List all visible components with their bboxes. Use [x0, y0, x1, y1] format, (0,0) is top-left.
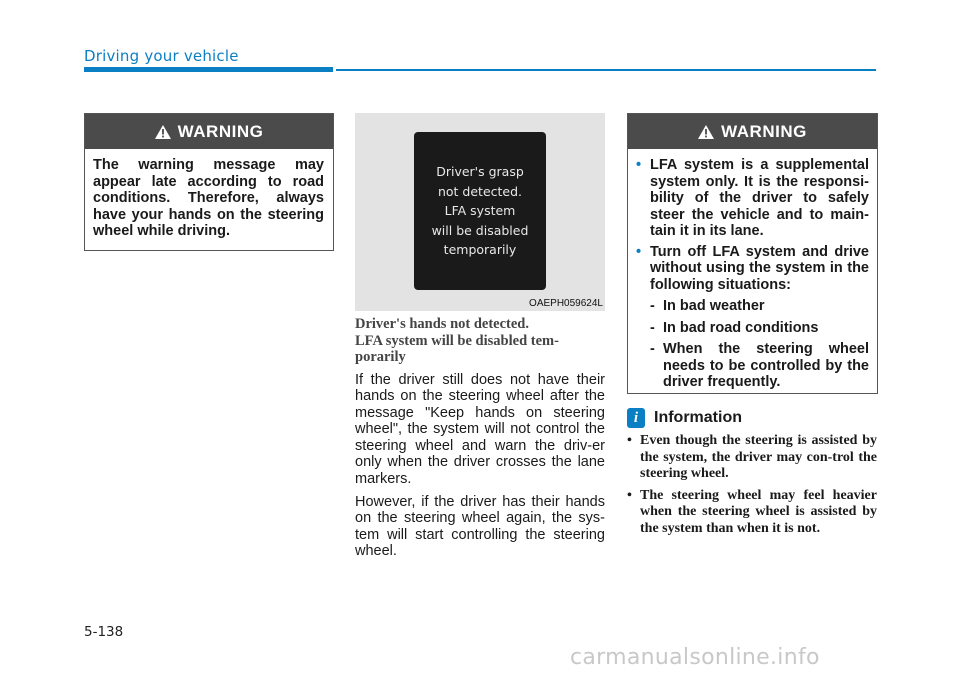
warning-triangle-icon: [698, 125, 714, 139]
situation-item: [650, 320, 869, 337]
information-item: [627, 488, 877, 538]
warning-title-left: WARNING: [177, 121, 264, 141]
warning-bullet-text: LFA system is a supplemental system only. It is the responsi-bility of the driver to safely steer the vehicle and to main-tain it in its lane.: [650, 157, 869, 239]
dash-mark: -: [650, 341, 655, 357]
warning-title-right: WARNING: [721, 121, 807, 141]
figure-code: OAEPH059624L: [529, 298, 603, 309]
heading-line: Driver's hands not detected.: [355, 316, 529, 332]
section-title: Driving your vehicle: [84, 47, 239, 65]
information-text: The steering wheel may feel heavier when the steering wheel is assisted by the system than when it is not.: [640, 487, 877, 536]
info-icon: i: [627, 408, 645, 428]
warning-body-right: [628, 149, 877, 391]
cluster-figure: [355, 113, 605, 311]
bullet-icon: •: [627, 433, 632, 448]
body-paragraph: However, if the driver has their hands on the steering wheel again, the sys-tem will start controlling the steering wheel.: [355, 493, 605, 560]
header-rule-thin: [336, 69, 876, 71]
header-rule-thick: [84, 67, 333, 72]
warning-box-left: [84, 113, 334, 251]
bullet-icon: •: [636, 157, 642, 173]
situation-item: [650, 298, 869, 315]
dash-mark: -: [650, 298, 655, 314]
warning-bullet: [636, 244, 869, 294]
information-item: [627, 433, 877, 483]
warning-header-left: [85, 114, 333, 149]
heading-line: LFA system will be disabled tem-: [355, 332, 559, 349]
warning-box-right: [627, 113, 878, 394]
information-title: Information: [654, 409, 742, 426]
situation-item: [650, 341, 869, 391]
situation-text: In bad weather: [663, 298, 765, 314]
heading-line: porarily: [355, 349, 406, 365]
middle-column: [355, 316, 605, 566]
watermark: carmanualsonline.info: [570, 645, 820, 670]
cluster-message: [414, 162, 546, 260]
information-list: [627, 433, 877, 542]
dash-mark: -: [650, 319, 655, 336]
cluster-line: temporarily: [443, 242, 517, 257]
information-heading: [627, 408, 742, 428]
body-paragraph: If the driver still does not have their hands on the steering wheel after the message "Keep hands on steering wheel", the system will not control the steering wheel and warn the driv-er only when the driver crosses the lane markers.: [355, 371, 605, 488]
warning-bullet: [636, 157, 869, 240]
page-number: 5-138: [84, 624, 124, 640]
message-heading: [355, 316, 605, 366]
information-text: Even though the steering is assisted by the system, the driver may con-trol the steering wheel.: [640, 433, 877, 481]
warning-text-left: The warning message may appear late according to road conditions. Therefore, always have your hands on the steering wheel while driving.: [93, 157, 324, 239]
cluster-line: LFA system: [444, 203, 516, 218]
situation-text: When the steering wheel needs to be controlled by the driver frequently.: [663, 341, 869, 390]
cluster-line: Driver's grasp: [436, 164, 524, 179]
situation-text: In bad road conditions: [663, 319, 819, 336]
warning-triangle-icon: [155, 125, 171, 139]
cluster-line: not detected.: [437, 183, 523, 199]
cluster-line: will be disabled: [431, 222, 529, 238]
warning-header-right: [628, 114, 877, 149]
bullet-icon: •: [627, 487, 632, 503]
cluster-display: [414, 132, 546, 290]
bullet-icon: •: [636, 243, 642, 260]
warning-bullet-text: Turn off LFA system and drive without using the system in the following situations:: [650, 243, 869, 293]
